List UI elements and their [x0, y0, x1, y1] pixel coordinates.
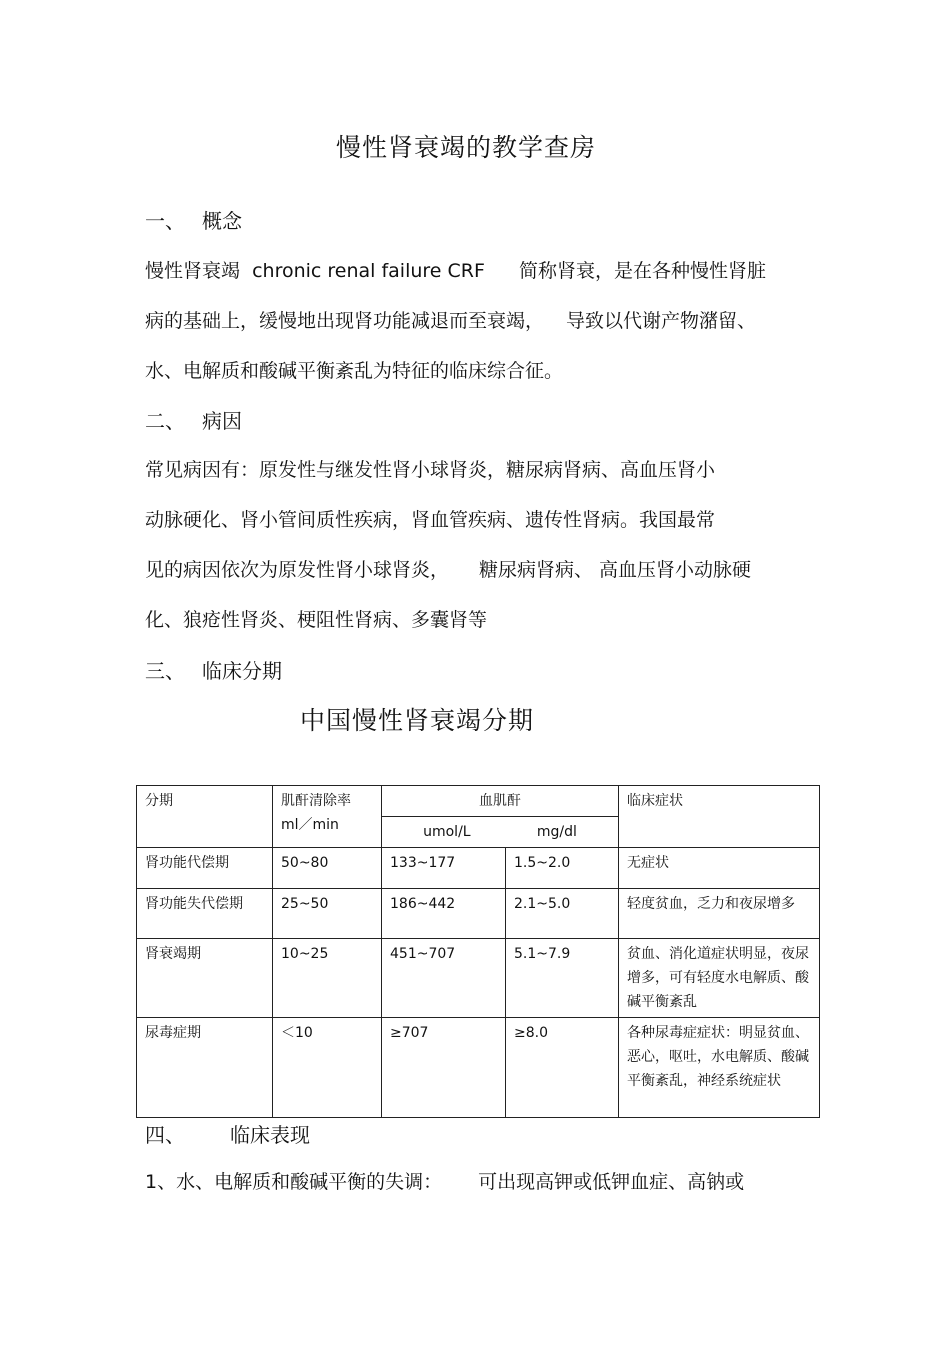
- header-ccr-unit: ml／min: [281, 817, 339, 833]
- section-heading-cause: [145, 405, 242, 434]
- section-number: 一、: [145, 209, 185, 233]
- cell-ccr: 25~50: [273, 889, 382, 939]
- cell-stage: 肾功能失代偿期: [137, 889, 273, 939]
- text-run: 糖尿病肾病、 高血压肾小动脉硬: [479, 559, 752, 581]
- table-title: 中国慢性肾衰竭分期: [300, 706, 535, 735]
- table-row: [137, 848, 820, 889]
- page-title: 慢性肾衰竭的教学查房: [335, 133, 596, 162]
- paragraph-line: [145, 505, 715, 532]
- cell-ccr: 50~80: [273, 848, 382, 889]
- table-header-row: [137, 786, 820, 817]
- cell-mgdl: 1.5~2.0: [506, 848, 619, 889]
- cell-mgdl: ≥8.0: [506, 1018, 619, 1118]
- cell-ccr: ＜10: [273, 1018, 382, 1118]
- staging-table: [136, 785, 820, 1118]
- text-run: 见的病因依次为原发性肾小球肾炎，: [145, 559, 450, 581]
- cell-stage: 肾功能代偿期: [137, 848, 273, 889]
- cell-mgdl: 2.1~5.0: [506, 889, 619, 939]
- section-heading-concept: [145, 205, 242, 234]
- paragraph-line: [145, 356, 563, 383]
- table-row: [137, 939, 820, 1018]
- paragraph-line: [145, 555, 751, 582]
- section-title: 临床表现: [230, 1123, 310, 1147]
- paragraph-line: [145, 605, 487, 632]
- section-title: 临床分期: [202, 659, 282, 683]
- section-heading-staging: [145, 655, 282, 684]
- paragraph-line: [145, 306, 756, 333]
- section-heading-manifestation: [145, 1119, 310, 1148]
- cell-umol: ≥707: [382, 1018, 506, 1118]
- paragraph-line: [145, 1167, 744, 1194]
- text-run: 简称肾衰，是在各种慢性肾脏: [518, 260, 766, 282]
- header-ccr: [273, 786, 382, 848]
- cell-symptoms: 轻度贫血，乏力和夜尿增多: [619, 889, 820, 939]
- paragraph-line: [145, 455, 715, 482]
- section-number: 二、: [145, 409, 185, 433]
- text-run: 水、电解质和酸碱平衡紊乱为特征的临床综合征。: [145, 360, 564, 382]
- cell-stage: 尿毒症期: [137, 1018, 273, 1118]
- cell-symptoms: 贫血、消化道症状明显，夜尿增多，可有轻度水电解质、酸碱平衡紊乱: [619, 939, 820, 1018]
- text-run: 1、水、电解质和酸碱平衡的失调：: [145, 1171, 443, 1193]
- text-run: 可出现高钾或低钾血症、高钠或: [478, 1171, 745, 1193]
- text-run: 导致以代谢产物潴留、: [566, 310, 757, 332]
- header-scr-unit-mgdl: mg/dl: [536, 824, 577, 840]
- header-scr-units: [382, 817, 619, 848]
- cell-stage: 肾衰竭期: [137, 939, 273, 1018]
- cell-ccr: 10~25: [273, 939, 382, 1018]
- header-scr: 血肌酐: [382, 786, 619, 817]
- cell-symptoms: 各种尿毒症症状：明显贫血、恶心，呕吐，水电解质、酸碱平衡紊乱，神经系统症状: [619, 1018, 820, 1118]
- table-row: [137, 1018, 820, 1118]
- section-title: 病因: [202, 409, 242, 433]
- text-run: 动脉硬化、肾小管间质性疾病，肾血管疾病、遗传性肾病。我国最常: [145, 509, 716, 531]
- cell-umol: 451~707: [382, 939, 506, 1018]
- section-number: 四、: [145, 1123, 185, 1147]
- text-run: 常见病因有：原发性与继发性肾小球肾炎，糖尿病肾病、高血压肾小: [145, 459, 716, 481]
- cell-umol: 133~177: [382, 848, 506, 889]
- cell-mgdl: 5.1~7.9: [506, 939, 619, 1018]
- section-title: 概念: [202, 209, 242, 233]
- section-number: 三、: [145, 659, 185, 683]
- text-run: 病的基础上，缓慢地出现肾功能减退而至衰竭，: [145, 310, 545, 332]
- text-run: 慢性肾衰竭 chronic renal failure CRF: [145, 260, 485, 282]
- header-symptoms: 临床症状: [619, 786, 820, 848]
- paragraph-line: [145, 256, 766, 283]
- header-stage: 分期: [137, 786, 273, 848]
- cell-symptoms: 无症状: [619, 848, 820, 889]
- header-ccr-label: 肌酐清除率: [281, 793, 351, 809]
- cell-umol: 186~442: [382, 889, 506, 939]
- header-scr-unit-umol: umol/L: [423, 824, 471, 840]
- text-run: 化、狼疮性肾炎、梗阻性肾病、多囊肾等: [145, 609, 488, 631]
- table-row: [137, 889, 820, 939]
